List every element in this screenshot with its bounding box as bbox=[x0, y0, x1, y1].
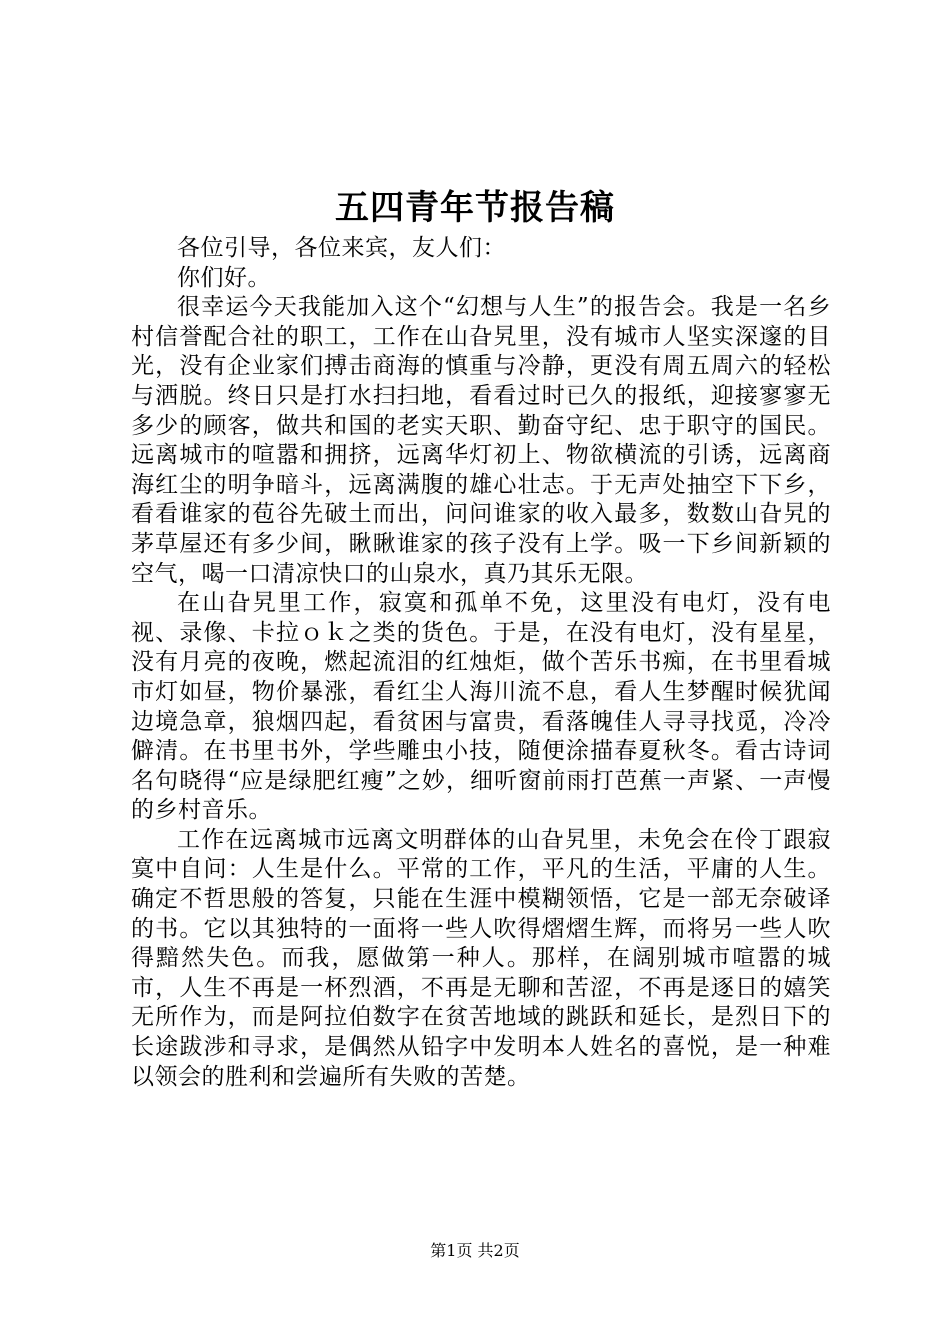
paragraph-3: 工作在远离城市远离文明群体的山旮旯里，未免会在伶丁跟寂寞中自问：人生是什么。平常的工作，平凡的生活，平庸的人生。确定不哲思般的答复，只能在生涯中模糊领悟，它是一部无奈破译的书。它以其独特的一面将一些人吹得熠熠生辉，而将另一些人吹得黯然失色。而我，愿做第一种人。那样，在阔别城市喧嚣的城市，人生不再是一杯烈酒，不再是无聊和苦涩，不再是逐日的嬉笑无所作为，而是阿拉伯数字在贫苦地域的跳跃和延长，是烈日下的长途跋涉和寻求，是偶然从铅字中发明本人姓名的喜悦，是一种难以领会的胜利和尝遍所有失败的苦楚。 bbox=[131, 826, 831, 1090]
paragraph-1: 很幸运今天我能加入这个“幻想与人生”的报告会。我是一名乡村信誉配合社的职工，工作在山旮旯里，没有城市人坚实深邃的目光，没有企业家们搏击商海的慎重与冷静，更没有周五周六的轻松与洒脱。终日只是打水扫扫地，看看过时已久的报纸，迎接寥寥无多少的顾客，做共和国的老实天职、勤奋守纪、忠于职守的国民。远离城市的喧嚣和拥挤，远离华灯初上、物欲横流的引诱，远离商海红尘的明争暗斗，远离满腹的雄心壮志。于无声处抽空下下乡，看看谁家的苞谷先破土而出，问问谁家的收入最多，数数山旮旯的茅草屋还有多少间，瞅瞅谁家的孩子没有上学。吸一下乡间新颖的空气，喝一口清凉快口的山泉水，真乃其乐无限。 bbox=[131, 294, 831, 587]
document-body bbox=[131, 234, 831, 1092]
paragraph-2: 在山旮旯里工作，寂寞和孤单不免，这里没有电灯，没有电视、录像、卡拉ｏｋ之类的货色。于是，在没有电灯，没有星星，没有月亮的夜晚，燃起流泪的红烛炬，做个苦乐书痴，在书里看城市灯如昼，物价暴涨，看红尘人海川流不息，看人生梦醒时候犹闻边境急章，狼烟四起，看贫困与富贵，看落魄佳人寻寻找觅，冷冷僻清。在书里书外，学些雕虫小技，随便涂描春夏秋冬。看古诗词名句晓得“应是绿肥红瘦”之妙，细听窗前雨打芭蕉一声紧、一声慢的乡村音乐。 bbox=[131, 590, 831, 824]
salutation: 各位引导，各位来宾，友人们： bbox=[177, 235, 506, 261]
page-footer: 第1页 共2页 bbox=[430, 1241, 520, 1260]
document-title: 五四青年节报告稿 bbox=[335, 188, 615, 228]
greeting: 你们好。 bbox=[177, 264, 271, 291]
